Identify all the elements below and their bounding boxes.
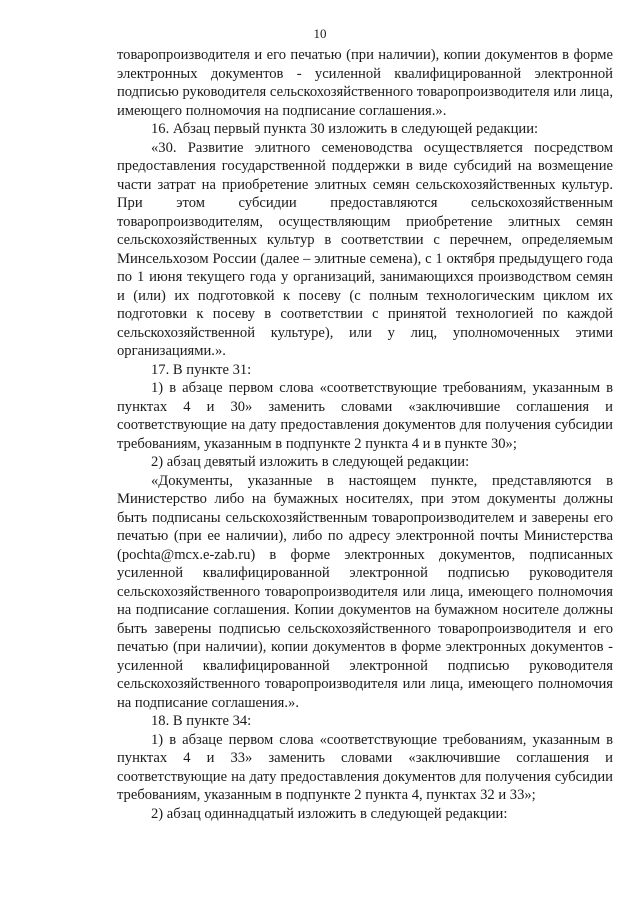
paragraph: товаропроизводителя и его печатью (при наличии), копии документов в форме электронных документов - усиленной квалифицированной электронной подписью руководителя сельскохозяйственного товаропроизводителя или лица, имеющего полномочия на подписание соглашения.». [117,47,613,119]
paragraph: 17. В пункте 31: [151,361,252,378]
paragraph: 16. Абзац первый пункта 30 изложить в следующей редакции: [151,121,539,137]
paragraph: «30. Развитие элитного семеноводства осуществляется посредством предоставления государственной поддержки в виде субсидий на возмещение части затрат на приобретение элитных семян сельскохозяйственных культур. При этом субсидии предоставляются сельскохозяйственным товаропроизводителям, осуществляющим приобретение элитных семян сельскохозяйственных культур в соответствии с перечнем, определяемым Минсельхозом России (далее – элитные семена), с 1 октября предыдущего года по 1 июня текущего года у организаций, занимающихся производством семян и (или) их подготовкой к посеву (с полным технологическим циклом их подготовки к посеву в соответствии с принятой технологией по каждой сельскохозяйственной культуре), или у лиц, уполномоченных этими организациями.». [117,139,613,359]
paragraph: 1) в абзаце первом слова «соответствующие требованиям, указанным в пунктах 4 и 33» заменить словами «заключившие соглашения и соответствующие на дату предоставления документов для получения субсидии требованиям, указанным в подпункте 2 пункта 4, пунктах 32 и 33»; [117,731,613,803]
paragraph: 1) в абзаце первом слова «соответствующие требованиям, указанным в пунктах 4 и 30» заменить словами «заключившие соглашения и соответствующие на дату предоставления документов для получения субсидии требованиям, указанным в подпункте 2 пункта 4 и в пункте 30»; [117,380,613,452]
paragraph: 2) абзац девятый изложить в следующей редакции: [151,454,470,470]
paragraph: «Документы, указанные в настоящем пункте, представляются в Министерство либо на бумажных носителях, при этом документы должны быть подписаны сельскохозяйственным товаропроизводителем и заверены его печатью (при ее наличии), либо по адресу электронной почты Министерства (pochta@mcx.e-zab.ru) в форме электронных документов, подписанных усиленной квалифицированной электронной подписью руководителя сельскохозяйственного товаропроизводителя или лица, имеющего полномочия на подписание соглашения. Копии документов на бумажном носителе должны быть заверены подписью сельскохозяйственного товаропроизводителя и его печатью (при наличии), копии документов в форме электронных документов - усиленной квалифицированной электронной подписью руководителя сельскохозяйственного товаропроизводителя или лица, имеющего полномочия на подписание соглашения.». [117,472,613,711]
paragraph: 18. В пункте 34: [151,713,252,729]
paragraph: 2) абзац одиннадцатый изложить в следующей редакции: [151,805,508,822]
document-body [117,46,613,823]
page-number: 10 [313,26,327,41]
